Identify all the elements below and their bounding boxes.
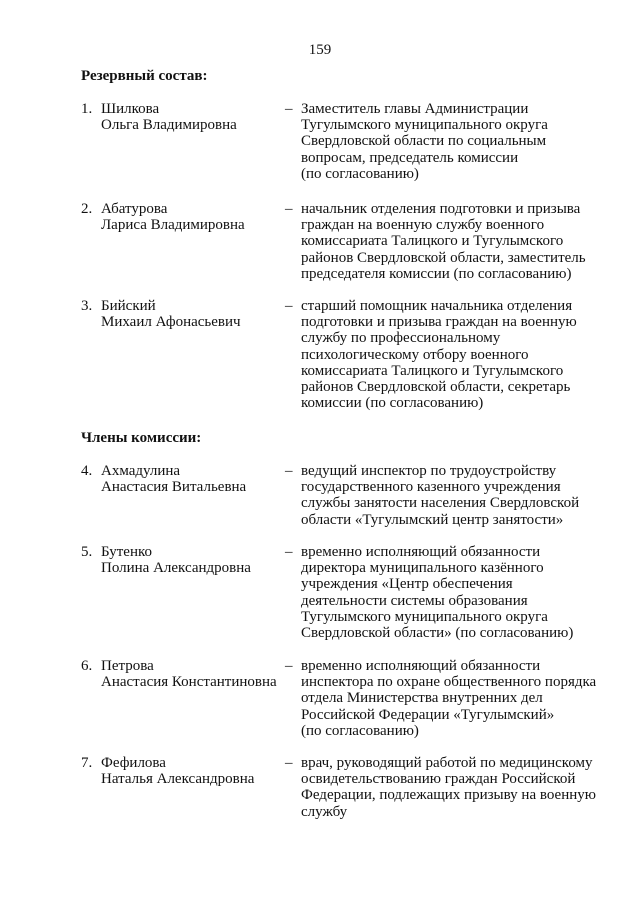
surname: Фефилова [101,755,166,771]
description-line: граждан на военную службу военного [301,217,545,234]
entry-number: 2. [81,201,93,217]
entry-number: 1. [81,101,93,117]
entry-number: 5. [81,544,93,560]
given-names: Наталья Александровна [101,771,255,788]
surname: Бутенко [101,544,153,560]
position-description [301,755,606,820]
surname: Абатурова [101,201,168,217]
description-line: врач, руководящий работой по медицинскому [301,755,593,771]
given-names: Анастасия Константиновна [101,674,277,691]
description-line: психологическому отбору военного [301,346,529,363]
position-description [301,298,606,411]
entry-number: 3. [81,298,93,314]
description-line: подготовки и призыва граждан на военную [301,314,577,331]
dash: – [285,463,293,479]
description-line: (по согласованию) [301,722,419,739]
description-line: государственного казенного учреждения [301,479,561,496]
description-line: старший помощник начальника отделения [301,298,573,314]
description-line: комиссариата Талицкого и Тугулымского [301,233,564,250]
description-line: Заместитель главы Администрации [301,101,529,117]
given-names: Полина Александровна [101,560,251,577]
dash: – [285,658,293,674]
description-line: временно исполняющий обязанности [301,544,541,560]
description-line: Свердловской области» (по согласованию) [301,625,574,642]
description-line: Российской Федерации «Тугулымский» [301,706,555,723]
given-names: Михаил Афонасьевич [101,314,241,331]
person-name [101,298,276,330]
description-line: области «Тугулымский центр занятости» [301,511,564,528]
surname: Ахмадулина [101,463,181,479]
position-description [301,101,606,182]
surname: Шилкова [101,101,160,117]
surname: Бийский [101,298,156,314]
description-line: ведущий инспектор по трудоустройству [301,463,557,479]
description-line: районов Свердловской области, секретарь [301,379,571,396]
description-line: службы занятости населения Свердловской [301,495,580,512]
description-line: учреждения «Центр обеспечения [301,576,513,593]
dash: – [285,298,293,314]
description-line: временно исполняющий обязанности [301,658,541,674]
dash: – [285,755,293,771]
dash: – [285,201,293,217]
section-title-reserve: Резервный состав: [81,68,208,84]
description-line: Тугулымского муниципального округа [301,117,548,134]
description-line: (по согласованию) [301,165,419,182]
description-line: Тугулымского муниципального округа [301,608,548,625]
description-line: отдела Министерства внутренних дел [301,690,543,707]
description-line: инспектора по охране общественного порядка [301,674,597,691]
description-line: районов Свердловской области, заместитель [301,249,586,266]
entry-number: 4. [81,463,93,479]
given-names: Ольга Владимировна [101,117,237,134]
position-description [301,658,606,739]
description-line: начальник отделения подготовки и призыва [301,201,581,217]
description-line: комиссии (по согласованию) [301,395,484,412]
description-line: Федерации, подлежащих призыву на военную [301,787,596,804]
description-line: службу по профессиональному [301,330,501,347]
person-name [101,201,276,233]
entry-number: 7. [81,755,93,771]
person-name [101,658,276,690]
position-description [301,463,606,528]
person-name [101,463,276,495]
entry-number: 6. [81,658,93,674]
description-line: комиссариата Талицкого и Тугулымского [301,362,564,379]
description-line: Свердловской области по социальным [301,133,547,150]
description-line: вопросам, председатель комиссии [301,149,519,166]
person-name [101,101,276,133]
person-name [101,544,276,576]
position-description [301,201,606,282]
section-title-members: Члены комиссии: [81,430,202,446]
description-line: освидетельствованию граждан Российской [301,771,576,788]
dash: – [285,544,293,560]
description-line: службу [301,803,348,820]
description-line: директора муниципального казённого [301,560,544,577]
page-number: 159 [308,42,332,58]
surname: Петрова [101,658,154,674]
position-description [301,544,606,641]
description-line: деятельности системы образования [301,592,528,609]
given-names: Анастасия Витальевна [101,479,247,496]
dash: – [285,101,293,117]
given-names: Лариса Владимировна [101,217,245,234]
person-name [101,755,276,787]
description-line: председателя комиссии (по согласованию) [301,265,572,282]
